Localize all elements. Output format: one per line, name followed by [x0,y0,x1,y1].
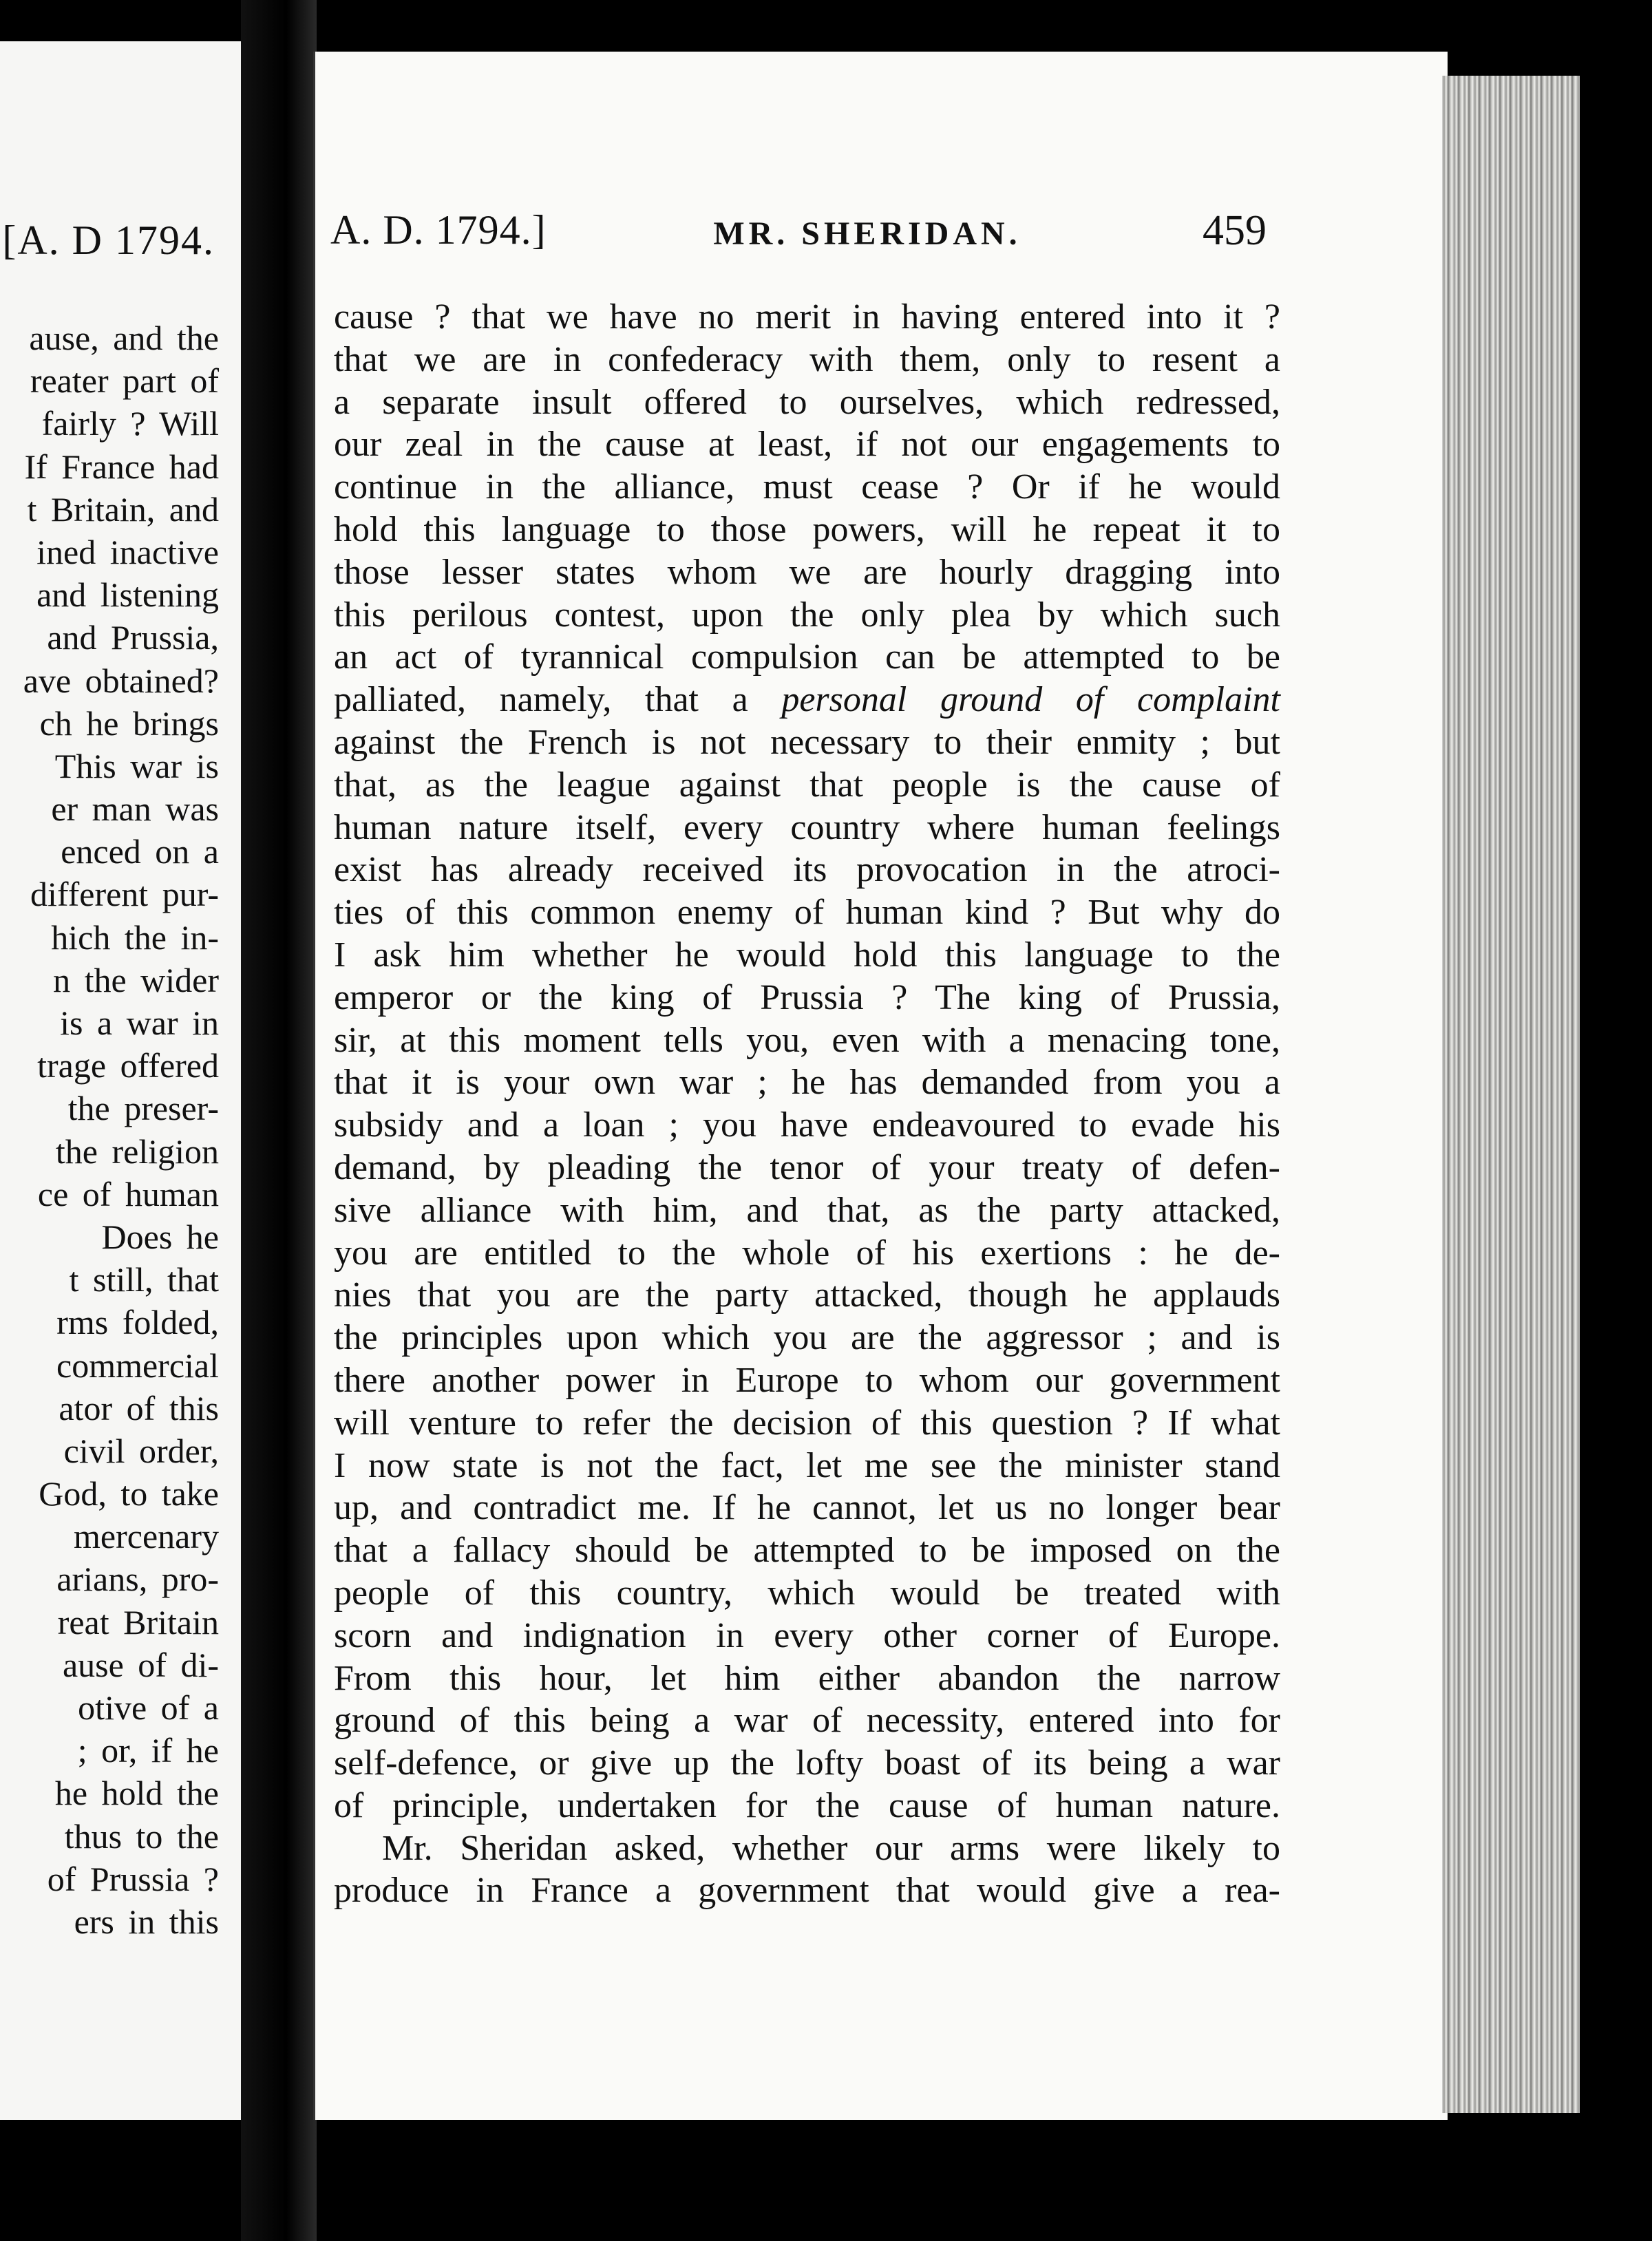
left-text-line: ce of human [37,1174,219,1213]
text-line: will venture to refer the decision of this question ? If what [334,1403,1280,1443]
left-text-line: is a war in [60,1003,219,1042]
text-line: demand, by pleading the tenor of your treaty of defen- [334,1147,1280,1187]
page-number: 459 [1203,207,1267,254]
left-text-line: This war is [54,746,219,785]
left-text-line: mercenary [74,1517,219,1556]
text-line: emperor or the king of Prussia ? The king of Prussia, [334,977,1280,1017]
page-edges [1442,76,1580,2113]
text-line: produce in France a government that would give a rea- [334,1871,1280,1911]
left-text-line: and listening [36,575,219,615]
left-text-line: ined inactive [36,532,219,571]
left-text-line: reater part of [30,361,219,401]
left-text-line: trage offered [37,1046,219,1085]
left-text-line: n the wider [53,960,219,999]
left-text-line: commercial [56,1346,219,1385]
text-line-prefix: palliated, namely, that a [334,680,782,720]
running-head [330,206,1267,262]
running-head-title: MR. SHERIDAN. [713,215,1021,252]
text-line: there another power in Europe to whom our government [334,1360,1280,1400]
text-line: human nature itself, every country where human feelings [334,807,1280,847]
text-line: a separate insult offered to ourselves, which redressed, [334,382,1280,422]
left-text-line: ; or, if he [77,1731,219,1770]
left-text-line: of Prussia ? [47,1859,219,1898]
book-gutter [241,0,317,2241]
left-text-line: reat Britain [57,1602,219,1642]
text-line: that it is your own war ; he has demanded from you a [334,1063,1280,1103]
left-text-line: and Prussia, [47,618,219,657]
text-line: that a fallacy should be attempted to be imposed on the [334,1531,1280,1571]
text-line: people of this country, which would be treated with [334,1573,1280,1613]
text-line: you are entitled to the whole of his exertions : he de- [334,1233,1280,1273]
left-text-line: God, to take [39,1474,219,1514]
text-line: scorn and indignation in every other corner of Europe. [334,1615,1280,1655]
left-text-line: the preser- [67,1089,219,1128]
left-text-line: ator of this [59,1388,219,1427]
left-text-line: ave obtained? [23,661,219,700]
text-line: sive alliance with him, and that, as the party attacked, [334,1190,1280,1230]
text-line: cause ? that we have no merit in having entered into it ? [334,297,1280,337]
left-running-head: [A. D 1794. [2,217,215,263]
text-line: that we are in confederacy with them, only to resent a [334,339,1280,379]
text-line: hold this language to those powers, will he repeat it to [334,509,1280,549]
text-line: Mr. Sheridan asked, whether our arms were likely to [382,1828,1280,1868]
running-head-date: A. D. 1794.] [330,207,547,253]
text-line: nies that you are the party attacked, though he applauds [334,1275,1280,1315]
left-text-line: er man was [51,789,219,829]
text-line: of principle, undertaken for the cause of human nature. [334,1785,1280,1825]
text-line: our zeal in the cause at least, if not our engagements to [334,425,1280,465]
text-line: this perilous contest, upon the only plea by which such [334,595,1280,635]
text-line: I now state is not the fact, let me see the minister stand [334,1445,1280,1485]
text-line: those lesser states whom we are hourly dragging into [334,552,1280,592]
text-line: continue in the alliance, must cease ? Or if he would [334,467,1280,507]
text-line: that, as the league against that people is the cause of [334,765,1280,805]
text-line: From this hour, let him either abandon the narrow [334,1658,1280,1698]
left-text-line: otive of a [78,1688,219,1727]
left-text-line: arians, pro- [56,1560,219,1599]
left-page-text [23,317,219,1943]
text-line: I ask him whether he would hold this language to the [334,935,1280,975]
left-page-fragment [0,41,242,2120]
text-line: against the French is not necessary to their enmity ; but [334,722,1280,762]
text-line: the principles upon which you are the aggressor ; and is [334,1318,1280,1358]
text-line: self-defence, or give up the lofty boast of its being a war [334,1743,1280,1783]
left-text-line: Does he [101,1217,219,1256]
left-text-line: civil order, [63,1431,219,1470]
left-text-line: enced on a [61,832,219,871]
text-line: ground of this being a war of necessity, entered into for [334,1701,1280,1741]
italic-phrase: personal ground of complaint [781,680,1281,720]
text-line: up, and contradict me. If he cannot, let us no longer bear [334,1488,1280,1528]
left-text-line: the religion [55,1132,219,1171]
left-text-line: t Britain, and [27,489,219,529]
edge-shadow [1580,76,1652,2113]
left-text-line: ers in this [74,1902,219,1941]
text-line: an act of tyrannical compulsion can be attempted to be [334,637,1280,677]
left-text-line: ause of di- [62,1645,219,1684]
left-text-line: rms folded, [56,1303,219,1342]
left-text-line: hich the in- [51,917,219,957]
left-text-line: If France had [24,447,219,486]
text-line: sir, at this moment tells you, even with a menacing tone, [334,1020,1280,1060]
text-line: subsidy and a loan ; you have endeavoured to evade his [334,1105,1280,1145]
left-text-line: fairly ? Will [41,404,219,443]
text-line [334,679,1280,721]
left-text-line: ause, and the [29,319,219,357]
left-text-line: he hold the [54,1774,219,1813]
left-text-line: different pur- [30,875,219,914]
left-text-line: thus to the [64,1816,219,1856]
left-text-line: ch he brings [39,703,219,743]
text-line: ties of this common enemy of human kind ? But why do [334,893,1280,933]
left-text-line: t still, that [69,1260,219,1299]
body-text [334,296,1280,1912]
text-line: exist has already received its provocation in the atroci- [334,850,1280,890]
